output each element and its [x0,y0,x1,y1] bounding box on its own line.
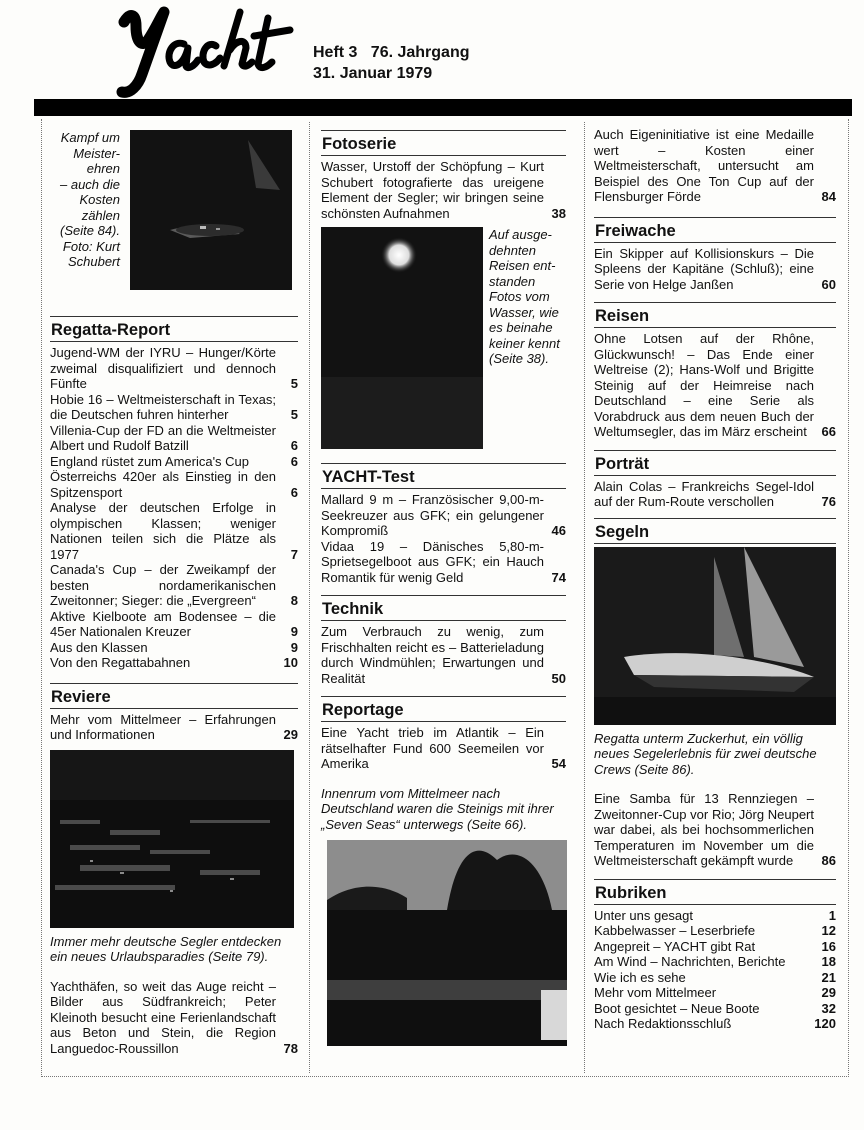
page-number: 76 [821,494,836,509]
column-right [594,127,836,1032]
entry-text: Eine Yacht trieb im Atlantik – Ein rätselhafter Fund 600 Seemeilen vor Amerika [321,725,544,771]
caption-line: Meister- [73,145,120,161]
entry-text: Aktive Kielboote am Bodensee – die 45er Nationalen Kreuzer [50,608,276,639]
page-number: 60 [821,276,836,292]
entry-text: Zum Verbrauch zu wenig, zum Frischhalten reicht es – Batterieladung durch Windmühlen; Erwartungen und Realität [321,624,544,686]
entry-text: Mehr vom Mittelmeer – Erfahrungen und Informationen [50,711,276,742]
caption-line: Auf ausge- [489,227,552,242]
rubrik-item[interactable] [594,1001,836,1017]
toc-entry[interactable] [594,791,836,869]
section-heading: Reviere [50,683,298,709]
section-heading: Rubriken [594,879,836,905]
toc-entry[interactable] [321,159,566,221]
toc-entry[interactable] [50,712,298,743]
page-number: 6 [290,438,298,453]
coast-aerial-photo [50,750,294,928]
caption-line: Schubert [67,254,120,269]
page-number: 32 [821,1000,836,1016]
page-number: 7 [290,546,298,562]
entry-text: Yachthäfen, so weit das Auge reicht – Bilder aus Südfrankreich; Peter Kleinoth besucht eine Ferienlandschaft aus Beton und Stein, die Region Languedoc-Roussillon [50,978,276,1056]
rubrik-item[interactable] [594,923,836,939]
entry-text: Hobie 16 – Weltmeisterschaft in Texas; die Deutschen fuhren hinterher [50,391,276,422]
page-number: 12 [821,923,836,938]
entry-text: Wasser, Urstoff der Schöpfung – Kurt Schubert fotografierte das ureigene Element der Segler; wir bringen seine schönsten Aufnahmen [321,159,544,221]
caption-line: (Seite 38). [489,351,549,366]
page-number: 6 [290,453,298,469]
photo-caption: Innenrum vom Mittelmeer nach Deutschland waren die Steinigs mit ihrer „Seven Seas“ unterwegs (Seite 66). [321,785,554,832]
toc-entry[interactable] [594,127,836,205]
entry-text: Am Wind – Nachrichten, Berichte [594,954,786,969]
page-number: 21 [821,969,836,985]
page-number: 16 [821,938,836,954]
regatta-sail-photo [594,547,836,725]
entry-text: Angepreit – YACHT gibt Rat [594,938,756,954]
toc-entry[interactable] [321,725,566,772]
caption-line: (Seite 84). [60,223,120,238]
page-number: 54 [551,756,566,771]
issue-info [313,42,470,84]
caption-line: ehren [86,161,120,176]
toc-entry[interactable] [50,655,298,671]
page-number: 8 [290,593,298,608]
date-line: 31. Januar 1979 [313,65,433,82]
toc-entry[interactable] [594,331,836,440]
caption-line: Foto: Kurt [62,238,120,254]
header-bar [34,99,852,116]
page-number: 9 [290,639,298,655]
entry-text: Mallard 9 m – Französischer 9,00-m-Seekreuzer aus GFK; ein gelungener Kompromiß [321,492,544,538]
rubrik-item[interactable] [594,985,836,1001]
sunset-harbor-photo [327,840,567,1046]
rubriken-list [594,908,836,1032]
entry-text: Alain Colas – Frankreichs Segel-Idol auf der Rum-Route verschollen [594,478,814,509]
photo-caption [50,130,126,292]
toc-entry[interactable] [50,345,298,392]
toc-entry[interactable] [50,609,298,640]
page-number: 50 [551,670,566,686]
entry-text: Von den Regattabahnen [50,655,191,670]
caption-line: Kampf um [60,130,120,145]
page-number: 5 [290,407,298,422]
page-number: 74 [551,569,566,585]
entry-text: Boot gesichtet – Neue Boote [594,1000,760,1016]
entry-text: Analyse der deutschen Erfolge in olympischen Klassen; weniger Nationen teilen sich die Plätze als 1977 [50,500,276,562]
section-heading: Reisen [594,302,836,328]
toc-entry[interactable] [321,539,566,586]
caption-line: Reisen ent- [489,258,556,273]
caption-line: – auch die [60,176,120,192]
test-entries [321,492,566,585]
yacht-logo [112,4,302,100]
moon-water-photo [321,227,483,449]
section-heading: Fotoserie [321,130,566,156]
section-heading: Technik [321,595,566,621]
entry-text: Aus den Klassen [50,639,148,655]
caption-line: keiner kennt [489,335,560,351]
entry-text: Österreichs 420er als Einstieg in den Spitzensport [50,469,276,500]
entry-text: England rüstet zum America's Cup [50,453,250,469]
page-number: 6 [290,484,298,500]
page-number: 120 [814,1016,836,1031]
page-number: 5 [290,376,298,391]
caption-line: Kosten [79,192,120,207]
rubrik-item[interactable] [594,970,836,986]
section-heading: YACHT-Test [321,463,566,489]
section-heading: Regatta-Report [50,316,298,342]
entry-text: Unter uns gesagt [594,907,694,923]
section-heading: Segeln [594,518,836,544]
page-number: 84 [821,189,836,204]
section-heading: Reportage [321,696,566,722]
toc-entry[interactable] [50,562,298,609]
toc-entry[interactable] [321,492,566,539]
entry-text: Ein Skipper auf Kollisionskurs – Die Spleens der Kapitäne (Schluß); eine Serie von Helge Janßen [594,245,814,292]
entry-text: Auch Eigeninitiative ist eine Medaille wert – Kosten einer Weltmeisterschaft, untersucht am Beispiel des One Ton Cup auf der Flensburger Förde [594,127,814,204]
toc-entry[interactable] [50,454,298,470]
page-number: 18 [821,954,836,969]
page-number: 46 [551,523,566,538]
page-number: 10 [283,655,298,670]
toc-entry[interactable] [594,479,836,510]
rubrik-item[interactable] [594,954,836,970]
toc-entry[interactable] [50,979,298,1057]
page-number: 29 [821,985,836,1000]
caption-line: dehnten [489,242,536,258]
page-number: 1 [828,907,836,923]
entry-text: Wie ich es sehe [594,969,686,985]
sailing-photo [130,130,292,290]
column-divider [584,122,585,1073]
entry-text: Eine Samba für 13 Rennziegen – Zweitonner-Cup vor Rio; Jörg Neupert war dabei, als bei hochsommerlichen Temperaturen im November um die Weltmeisterschaft gekämpft wurde [594,791,814,868]
toc-entry[interactable] [594,246,836,293]
section-heading: Porträt [594,450,836,476]
photo-caption: Immer mehr deutsche Segler entdecken ein neues Urlaubsparadies (Seite 79). [50,933,282,964]
column-left [50,130,298,1056]
page-number: 78 [283,1040,298,1056]
toc-entry[interactable] [50,640,298,656]
toc-entry[interactable] [50,423,298,454]
section-heading: Freiwache [594,217,836,243]
column-middle [321,130,566,1046]
caption-line: zählen [81,207,120,223]
entry-text: Jugend-WM der IYRU – Hunger/Körte zweimal disqualifiziert und dennoch Fünfte [50,345,276,391]
photo-caption: Regatta unterm Zuckerhut, ein völlig neues Segelerlebnis für zwei deutsche Crews (Seite 86). [594,730,817,777]
toc-entry[interactable] [50,392,298,423]
page-number: 86 [821,853,836,868]
rubrik-item[interactable] [594,939,836,955]
caption-line: standen [489,273,536,289]
toc-entry[interactable] [50,500,298,562]
regatta-entries [50,345,298,671]
entry-text: Mehr vom Mittelmeer [594,985,717,1000]
caption-line: Fotos vom [489,289,550,304]
issue-line: Heft 3 76. Jahrgang [313,44,470,61]
page-number: 29 [283,727,298,742]
photo-caption [483,227,563,449]
entry-text: Vidaa 19 – Dänisches 5,80-m-Sprietsegelboot aus GFK; ein Hauch Romantik für wenig Geld [321,538,544,585]
entry-text: Nach Redaktionsschluß [594,1016,732,1031]
toc-entry[interactable] [50,469,298,500]
entry-text: Villenia-Cup der FD an die Weltmeister Albert und Rudolf Batzill [50,422,276,453]
toc-entry[interactable] [321,624,566,686]
entry-text: Ohne Lotsen auf der Rhône, Glückwunsch! – Das Ende einer Weltreise (2); Hans-Wolf und Brigitte Steinig auf der Heimreise nach Deutschland – eine Serie als Vorabdruck aus dem neuen Buch der Weltumsegler, das im März erscheint [594,331,814,439]
page-number: 66 [821,424,836,439]
caption-line: Wasser, wie [489,304,559,320]
rubrik-item[interactable] [594,908,836,924]
entry-text: Canada's Cup – der Zweikampf der besten nordamerikanischen Zweitonner; Sieger: die „Evergreen“ [50,562,276,608]
column-divider [309,122,310,1073]
page-number: 9 [290,624,298,639]
rubrik-item[interactable] [594,1016,836,1032]
entry-text: Kabbelwasser – Leserbriefe [594,923,756,938]
caption-line: es beinahe [489,320,553,335]
page-number: 38 [551,205,566,221]
